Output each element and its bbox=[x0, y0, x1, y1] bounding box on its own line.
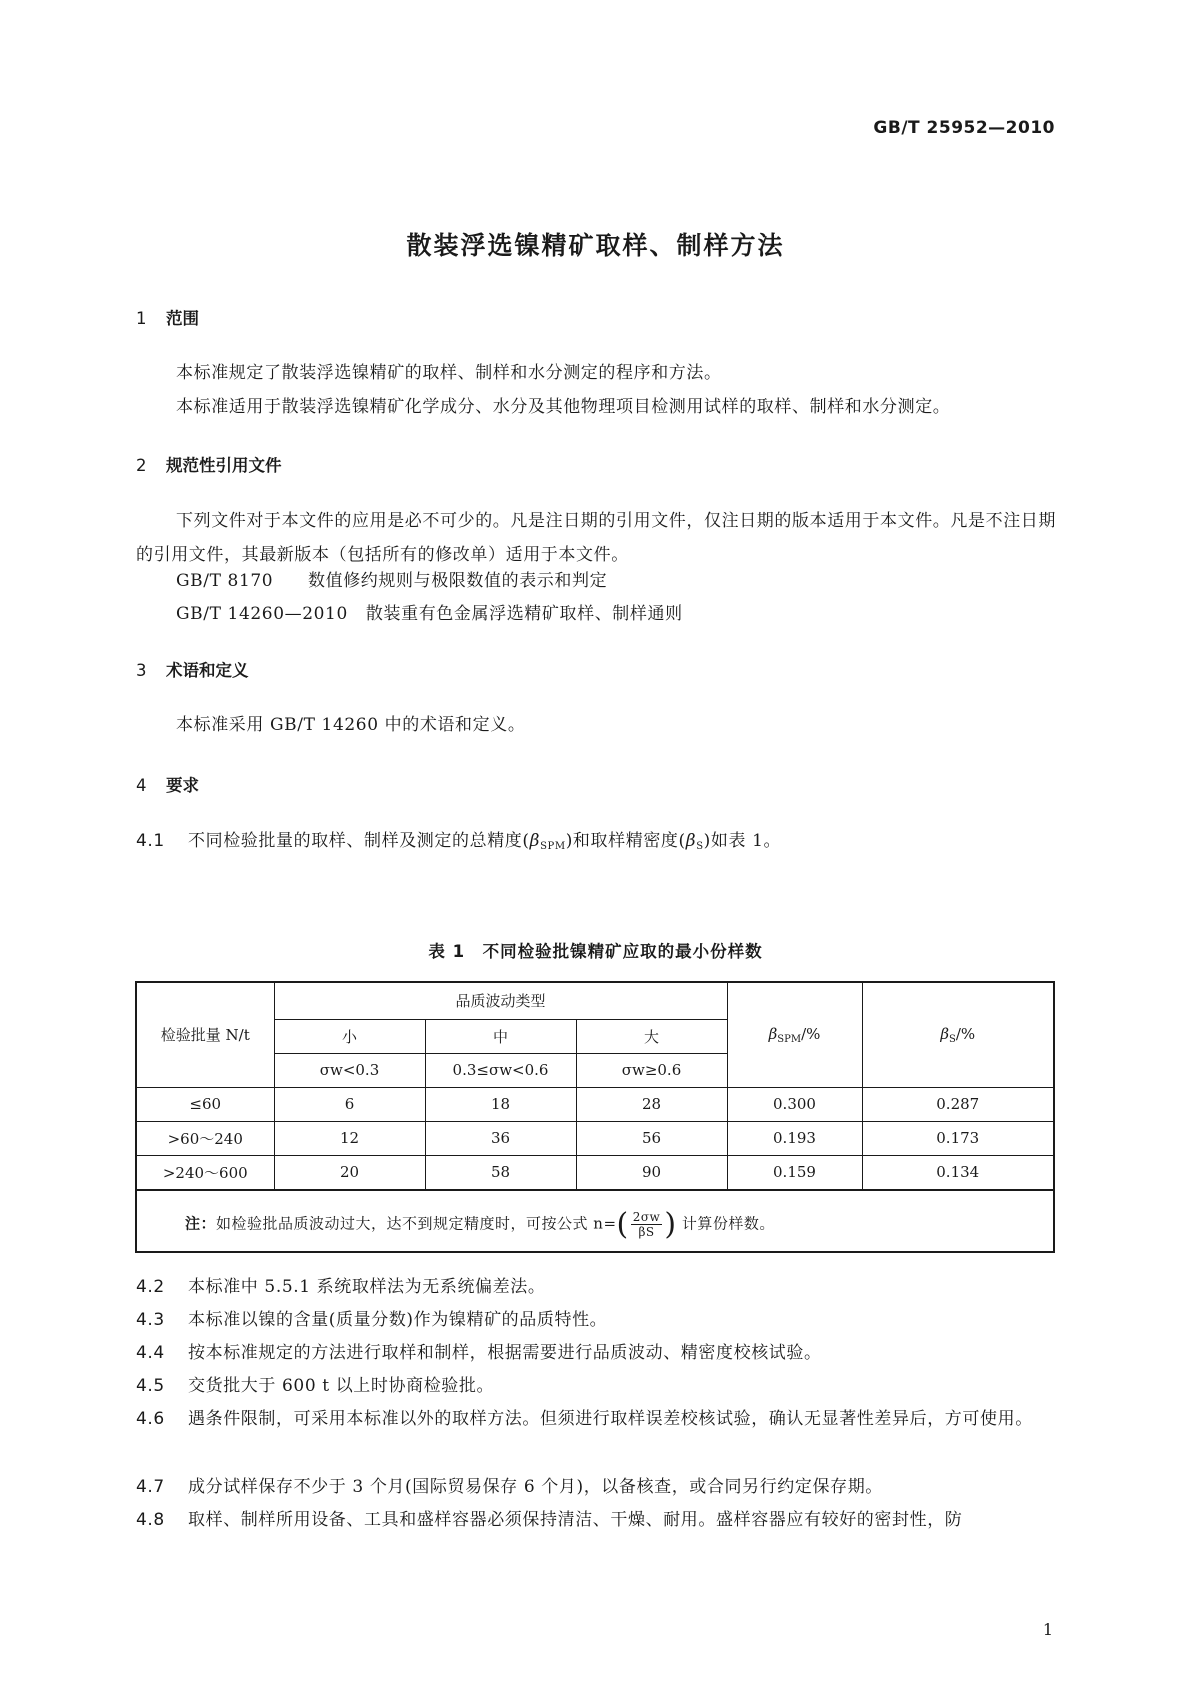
reference-code: GB/T 8170 bbox=[176, 571, 274, 591]
table-grid bbox=[137, 983, 1053, 1190]
table-caption: 表 1 不同检验批镍精矿应取的最小份样数 bbox=[428, 942, 763, 961]
clause-4-3 bbox=[136, 1303, 1056, 1337]
clause-4-2 bbox=[136, 1270, 1056, 1304]
clause-text: )和取样精密度( bbox=[565, 831, 686, 851]
cell-s: 0.134 bbox=[862, 1155, 1053, 1189]
reference-item bbox=[176, 566, 607, 591]
clause-number: 4.4 bbox=[136, 1343, 165, 1363]
reference-title: 数值修约规则与极限数值的表示和判定 bbox=[308, 571, 608, 591]
section-2-heading bbox=[136, 452, 282, 476]
clause-4-7 bbox=[136, 1470, 1056, 1504]
section-3-paragraph-1: 本标准采用 GB/T 14260 中的术语和定义。 bbox=[176, 715, 526, 735]
clause-4-5 bbox=[136, 1369, 1056, 1403]
subscript-s: S bbox=[949, 1033, 956, 1045]
cell-mid: 36 bbox=[425, 1121, 576, 1155]
subscript-s: S bbox=[696, 841, 704, 852]
cell-small: 6 bbox=[274, 1087, 425, 1121]
unit: /% bbox=[801, 1024, 821, 1043]
section-number: 2 bbox=[136, 456, 147, 475]
cell-large: 56 bbox=[576, 1121, 727, 1155]
cell-spm: 0.193 bbox=[727, 1121, 862, 1155]
cell-small: 20 bbox=[274, 1155, 425, 1189]
cell-s: 0.173 bbox=[862, 1121, 1053, 1155]
header-large: 大 bbox=[576, 1019, 727, 1053]
cell-mid: 18 bbox=[425, 1087, 576, 1121]
fraction-numerator: 2σw bbox=[632, 1209, 661, 1224]
subscript-spm: SPM bbox=[777, 1033, 802, 1045]
clause-number: 4.8 bbox=[136, 1510, 165, 1530]
clause-text: 成分试样保存不少于 3 个月(国际贸易保存 6 个月)，以备核查，或合同另行约定保存期。 bbox=[188, 1477, 883, 1497]
formula-fraction bbox=[631, 1210, 663, 1239]
reference-title: 散装重有色金属浮选精矿取样、制样通则 bbox=[365, 604, 683, 624]
section-title: 术语和定义 bbox=[166, 661, 249, 680]
header-beta-s bbox=[862, 983, 1053, 1087]
section-1-heading bbox=[136, 305, 199, 329]
note-label: 注： bbox=[185, 1214, 217, 1232]
section-number: 1 bbox=[136, 309, 147, 328]
paren-close: ) bbox=[664, 1206, 677, 1242]
cell-large: 90 bbox=[576, 1155, 727, 1189]
condition-mid: 0.3≤σw<0.6 bbox=[425, 1053, 576, 1087]
table-row bbox=[137, 1121, 1053, 1155]
fraction-denominator: βS bbox=[638, 1224, 655, 1239]
clause-4-4 bbox=[136, 1336, 1056, 1370]
note-tail: 计算份样数。 bbox=[681, 1214, 775, 1232]
table-note bbox=[137, 1190, 1053, 1247]
header-small: 小 bbox=[274, 1019, 425, 1053]
header-quality-type: 品质波动类型 bbox=[274, 983, 727, 1019]
table-row bbox=[137, 1087, 1053, 1121]
table-note-text bbox=[185, 1207, 775, 1242]
clause-number: 4.3 bbox=[136, 1310, 165, 1330]
clause-4-6 bbox=[136, 1402, 1056, 1436]
note-body: 如检验批品质波动过大，达不到规定精度时，可按公式 n= bbox=[216, 1214, 617, 1232]
section-1-paragraph-2: 本标准适用于散装浮选镍精矿化学成分、水分及其他物理项目检测用试样的取样、制样和水分测定。 bbox=[176, 397, 951, 417]
clause-text: 不同检验批量的取样、制样及测定的总精度( bbox=[188, 831, 530, 851]
document-title: 散装浮选镍精矿取样、制样方法 bbox=[406, 231, 785, 260]
section-1-paragraph-1: 本标准规定了散装浮选镍精矿的取样、制样和水分测定的程序和方法。 bbox=[176, 363, 722, 383]
clause-text: 取样、制样所用设备、工具和盛样容器必须保持清洁、干燥、耐用。盛样容器应有较好的密封性，防 bbox=[188, 1510, 963, 1530]
page-number: 1 bbox=[1042, 1620, 1053, 1639]
header-mid: 中 bbox=[425, 1019, 576, 1053]
clause-4-8 bbox=[136, 1503, 1056, 1537]
clause-text: 本标准以镍的含量(质量分数)作为镍精矿的品质特性。 bbox=[188, 1310, 608, 1330]
table-row bbox=[137, 1155, 1053, 1189]
reference-code: GB/T 14260—2010 bbox=[176, 604, 348, 624]
clause-number: 4.7 bbox=[136, 1477, 165, 1497]
subscript-spm: SPM bbox=[540, 841, 566, 852]
condition-large: σw≥0.6 bbox=[576, 1053, 727, 1087]
unit: /% bbox=[955, 1024, 976, 1043]
section-2-paragraph-1: 下列文件对于本文件的应用是必不可少的。凡是注日期的引用文件，仅注日期的版本适用于本文件。凡是不注日期的引用文件，其最新版本（包括所有的修改单）适用于本文件。 bbox=[136, 511, 1056, 565]
section-title: 要求 bbox=[166, 776, 199, 795]
clause-number: 4.1 bbox=[136, 831, 165, 851]
clause-number: 4.2 bbox=[136, 1277, 165, 1297]
section-4-heading bbox=[136, 772, 199, 796]
paren-open: ( bbox=[616, 1206, 629, 1242]
clause-4-1 bbox=[136, 824, 1056, 864]
clause-text: 交货批大于 600 t 以上时协商检验批。 bbox=[188, 1376, 495, 1396]
clause-number: 4.6 bbox=[136, 1409, 165, 1429]
cell-batch: ≤60 bbox=[137, 1087, 274, 1121]
beta-symbol: β bbox=[768, 1024, 778, 1043]
cell-small: 12 bbox=[274, 1121, 425, 1155]
beta-symbol: β bbox=[529, 831, 541, 851]
clause-text: 按本标准规定的方法进行取样和制样，根据需要进行品质波动、精密度校核试验。 bbox=[188, 1343, 822, 1363]
header-batch: 检验批量 N/t bbox=[137, 983, 274, 1087]
section-3-heading bbox=[136, 657, 249, 681]
cell-mid: 58 bbox=[425, 1155, 576, 1189]
beta-symbol: β bbox=[685, 831, 697, 851]
clause-text: 遇条件限制，可采用本标准以外的取样方法。但须进行取样误差校核试验，确认无显著性差异后，方可使用。 bbox=[188, 1409, 1033, 1429]
section-title: 范围 bbox=[166, 309, 199, 328]
standard-code: GB/T 25952—2010 bbox=[873, 118, 1055, 138]
clause-text: 本标准中 5.5.1 系统取样法为无系统偏差法。 bbox=[188, 1277, 546, 1297]
clause-number: 4.5 bbox=[136, 1376, 165, 1396]
reference-item bbox=[176, 599, 683, 624]
header-beta-spm bbox=[727, 983, 862, 1087]
cell-batch: >60～240 bbox=[137, 1121, 274, 1155]
cell-spm: 0.159 bbox=[727, 1155, 862, 1189]
section-title: 规范性引用文件 bbox=[166, 456, 282, 475]
condition-small: σw<0.3 bbox=[274, 1053, 425, 1087]
beta-symbol: β bbox=[940, 1024, 949, 1043]
section-number: 3 bbox=[136, 661, 147, 680]
cell-batch: >240～600 bbox=[137, 1155, 274, 1189]
sampling-table bbox=[135, 981, 1055, 1253]
section-number: 4 bbox=[136, 776, 147, 795]
cell-spm: 0.300 bbox=[727, 1087, 862, 1121]
cell-large: 28 bbox=[576, 1087, 727, 1121]
cell-s: 0.287 bbox=[862, 1087, 1053, 1121]
clause-text: )如表 1。 bbox=[703, 831, 782, 851]
